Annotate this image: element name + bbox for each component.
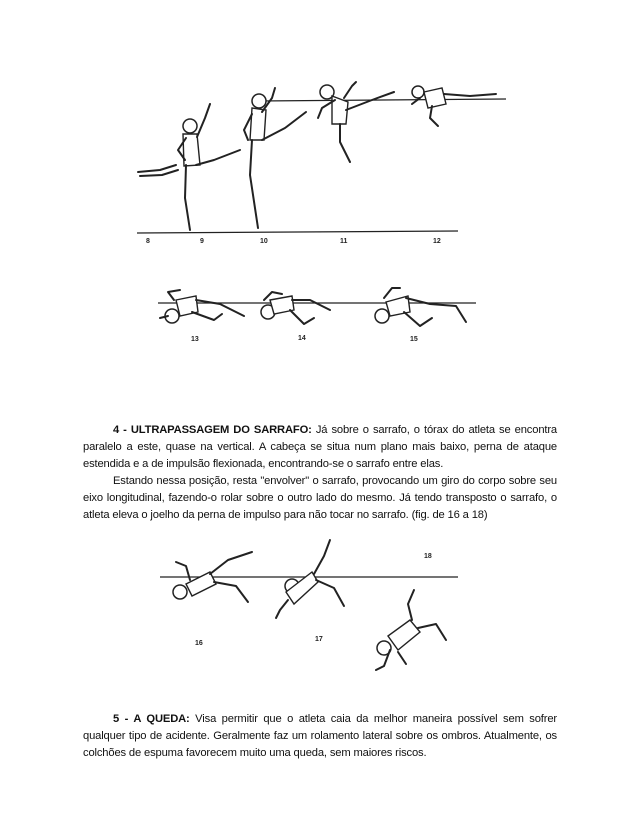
frame-label-18: 18	[424, 553, 432, 560]
section-4-heading: 4 - ULTRAPASSAGEM DO SARRAFO:	[113, 424, 312, 436]
section-4-paragraph-2: Estando nessa posição, resta "envolver" o sarrafo, provocando um giro do corpo sobre seu eixo longitudinal, fazendo-o rolar sobre o outro lado do mesmo. Já tendo transposto o sarrafo, o atleta eleva o joelho da perna de impulso para não tocar no sarrafo. (fig. de 16 a 18)	[83, 475, 557, 521]
frame-label-17: 17	[315, 636, 323, 643]
frame-label-15: 15	[410, 336, 418, 343]
section-5-paragraph-1-text: Visa permitir que o atleta caia da melhor maneira possível sem sofrer qualquer tipo de acidente. Geralmente faz um rolamento lateral sobre os ombros. Atualmente, os colchões de espuma favorecem muito uma queda, sem maiores riscos.	[83, 713, 557, 759]
frame-label-10: 10	[260, 238, 268, 245]
athlete-frame-17	[276, 540, 344, 618]
frame-label-8: 8	[146, 238, 150, 245]
athlete-frame-18	[376, 590, 446, 670]
frame-label-16: 16	[195, 640, 203, 647]
section-5-paragraph-1	[83, 711, 557, 762]
frame-label-9: 9	[200, 238, 204, 245]
frame-label-12: 12	[433, 238, 441, 245]
section-5-heading: 5 - A QUEDA:	[113, 713, 190, 725]
section-4-paragraph-1-text: Já sobre o sarrafo, o tórax do atleta se encontra paralelo a este, quase na vertical. A cabeça se situa num plano mais baixo, perna de ataque estendida e a de impulsão flexionada, encontrando-se o sarrafo entre elas.	[83, 424, 557, 470]
frame-label-14: 14	[298, 335, 306, 342]
frame-label-11: 11	[340, 238, 348, 245]
section-5-text	[83, 711, 557, 762]
frame-label-13: 13	[191, 336, 199, 343]
